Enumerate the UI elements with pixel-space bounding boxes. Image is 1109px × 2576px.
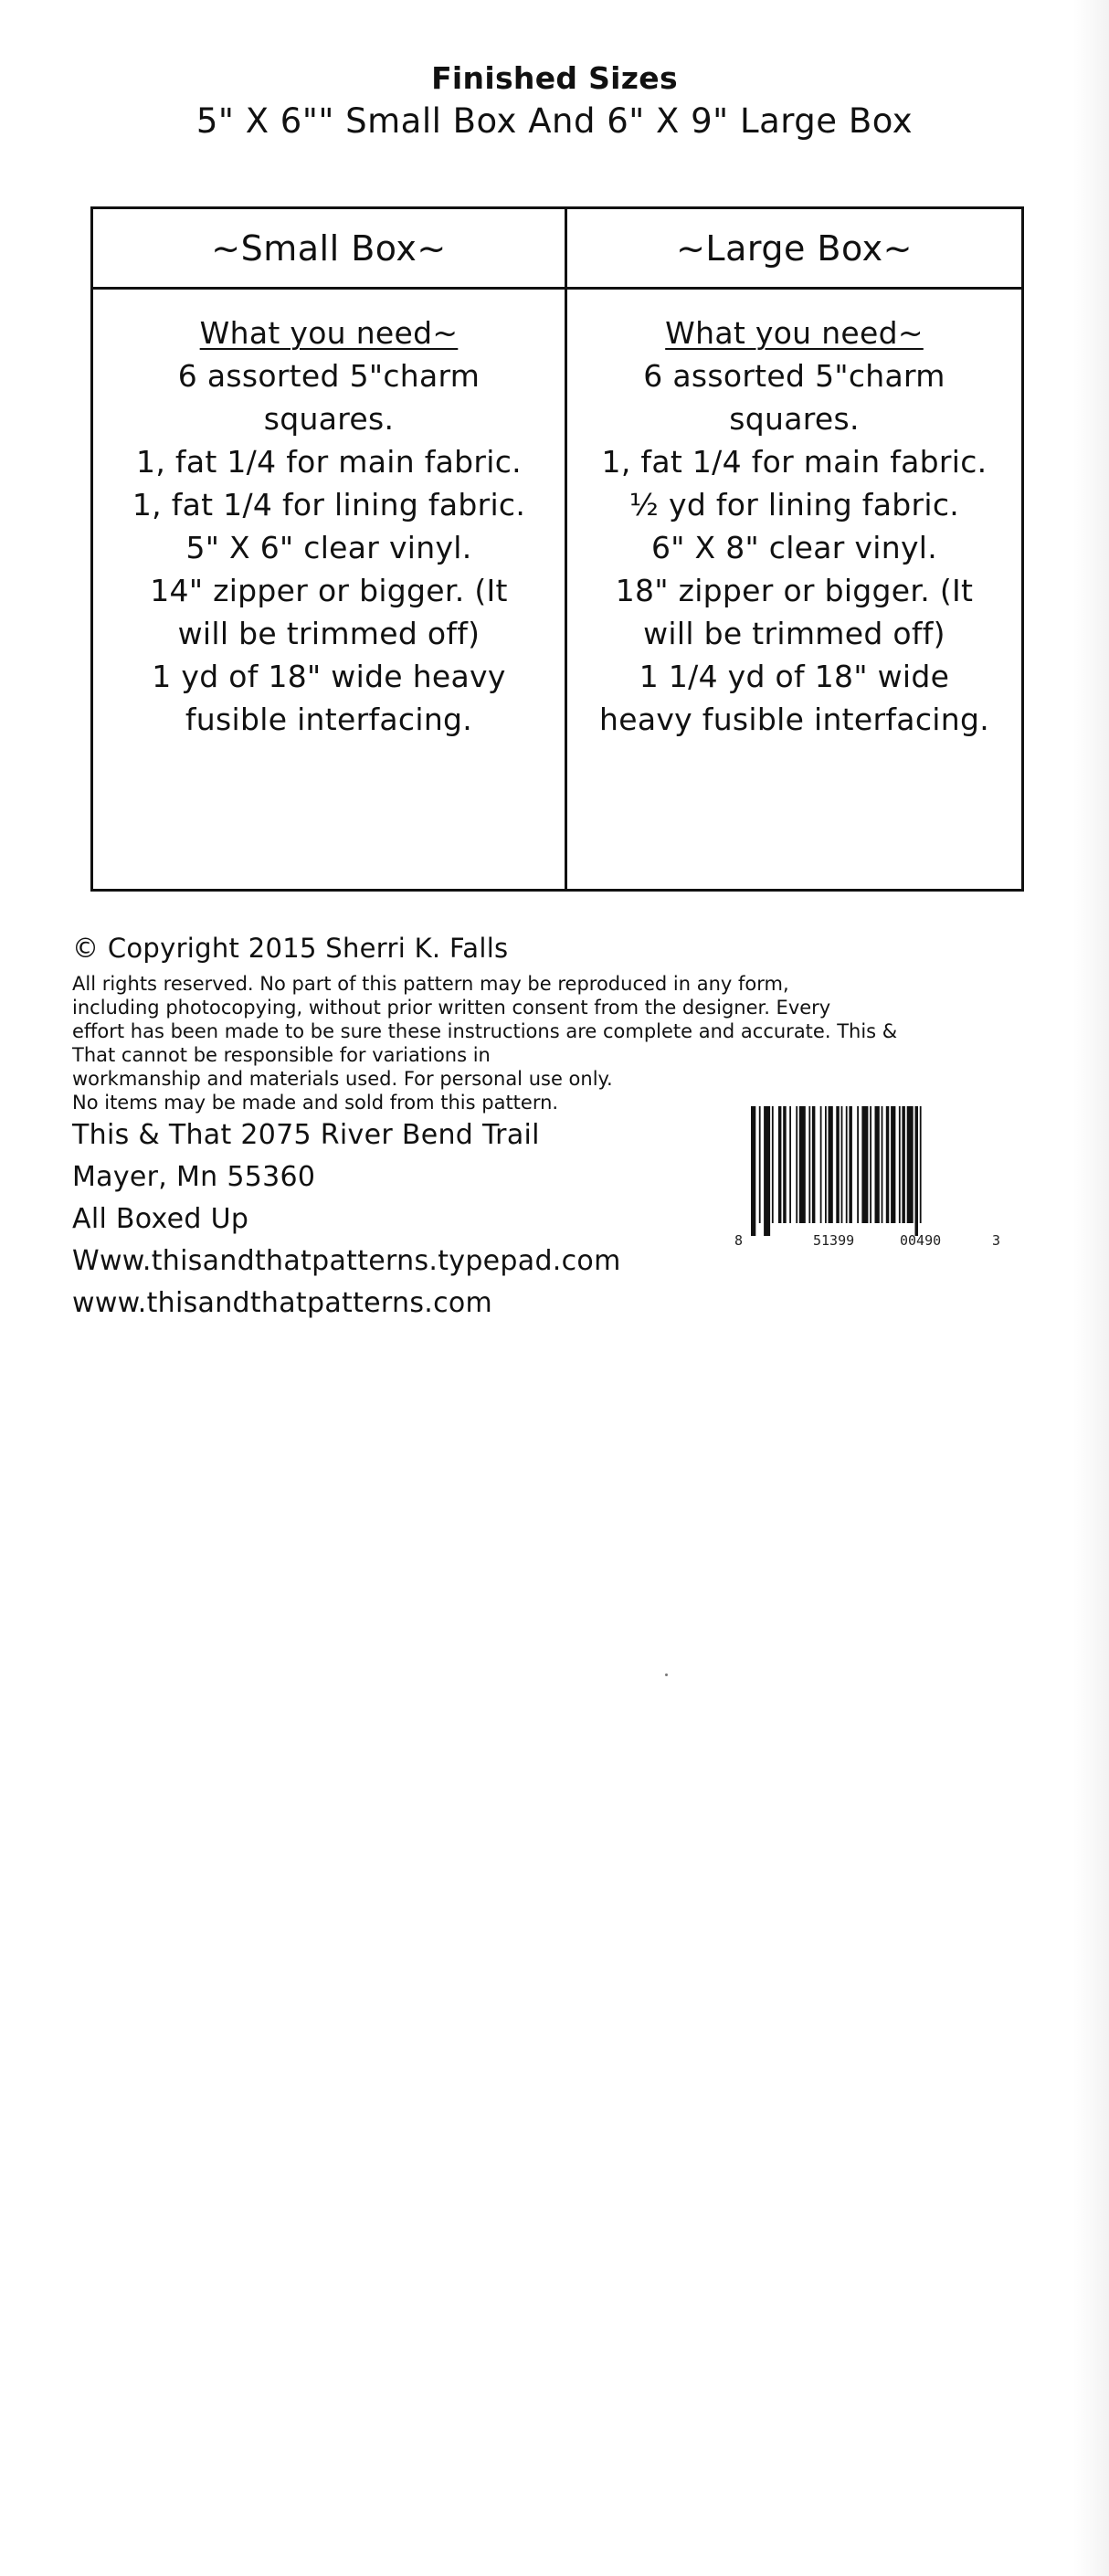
material-line: 6 assorted 5"charm [643,358,945,394]
small-box-materials [93,290,567,889]
barcode-digit-leading: 8 [734,1232,744,1249]
legal-line: effort has been made to be sure these instructions are complete and accurate. This & [72,1020,898,1042]
page-header [0,58,1109,144]
what-you-need-heading: What you need~ [665,315,924,351]
large-box-materials [567,290,1021,889]
barcode-bar [759,1106,761,1223]
small-box-heading: ~Small Box~ [93,209,567,287]
material-line: 1 1/4 yd of 18" wide [639,659,950,694]
material-line: 5" X 6" clear vinyl. [185,530,472,565]
material-line: 1, fat 1/4 for main fabric. [136,444,522,480]
barcode-bar [778,1106,782,1223]
material-line: heavy fusible interfacing. [599,702,989,737]
barcode-digit-check: 3 [992,1232,1001,1249]
barcode-bar [764,1106,770,1236]
website-link-typepad[interactable]: Www.thisandthatpatterns.typepad.com [72,1245,621,1277]
barcode [731,1099,1005,1263]
company-address-line: This & That 2075 River Bend Trail [72,1119,540,1151]
material-line: 1, fat 1/4 for main fabric. [601,444,988,480]
material-line: 14" zipper or bigger. (It [150,573,508,608]
material-line: will be trimmed off) [643,616,945,651]
barcode-bar [772,1106,774,1223]
material-line: 6" X 8" clear vinyl. [650,530,938,565]
barcode-digit-group-right: 00490 [900,1232,942,1249]
material-line: 6 assorted 5"charm [177,358,481,394]
barcode-bar [812,1106,816,1223]
barcode-bar [907,1106,914,1223]
barcode-bar [861,1106,868,1223]
barcode-bar [808,1106,810,1223]
barcode-bars [731,1099,1005,1236]
barcode-bar [751,1106,755,1236]
legal-line: including photocopying, without prior written consent from the designer. Every [72,997,831,1019]
large-box-heading: ~Large Box~ [676,227,913,269]
barcode-bar [915,1106,919,1236]
what-you-need-heading: What you need~ [199,315,459,351]
barcode-bar [902,1106,905,1223]
barcode-bar [920,1106,922,1223]
material-line: 18" zipper or bigger. (It [615,573,974,608]
barcode-bar [882,1106,883,1223]
table-header-row [93,209,1021,290]
barcode-bar [899,1106,901,1223]
legal-line: No items may be made and sold from this pattern. [72,1092,559,1114]
city-line: Mayer, Mn 55360 [72,1161,316,1193]
legal-notice-continued [72,1067,702,1114]
barcode-bar [846,1106,848,1223]
barcode-bar [857,1106,859,1223]
material-line: 1 yd of 18" wide heavy [152,659,506,694]
legal-line: workmanship and materials used. For personal use only. [72,1068,613,1090]
material-line: fusible interfacing. [185,702,473,737]
barcode-bar [796,1106,797,1223]
material-line: squares. [263,401,395,437]
barcode-bar [841,1106,843,1223]
barcode-bar [836,1106,840,1223]
barcode-bar [886,1106,890,1223]
barcode-bar [789,1106,791,1223]
page-title: Finished Sizes [431,60,678,96]
legal-line: All rights reserved. No part of this pattern may be reproduced in any form, [72,973,789,995]
legal-notice [72,972,1027,1067]
pattern-name: All Boxed Up [72,1203,249,1235]
copyright-line: © Copyright 2015 Sherri K. Falls [72,933,509,964]
material-line: 1, fat 1/4 for lining fabric. [132,487,526,523]
material-line: squares. [729,401,860,437]
page-subtitle: 5" X 6"" Small Box And 6" X 9" Large Box [195,101,914,141]
table-body-row [93,290,1021,889]
materials-table [90,206,1024,892]
barcode-digit-group-left: 51399 [813,1232,855,1249]
barcode-bar [849,1106,852,1223]
page-edge-shadow [1072,0,1109,2576]
barcode-bar [799,1106,806,1223]
legal-line: That cannot be responsible for variations in [72,1044,491,1066]
barcode-bar [829,1106,833,1223]
material-line: will be trimmed off) [177,616,481,651]
barcode-bar [875,1106,880,1223]
barcode-bar [820,1106,822,1223]
barcode-digits [731,1232,1005,1254]
barcode-bar [870,1106,871,1223]
barcode-bar [891,1106,895,1223]
website-link[interactable]: www.thisandthatpatterns.com [72,1287,493,1319]
barcode-bar [783,1106,787,1223]
paper-speck [665,1673,668,1676]
barcode-bar [825,1106,827,1223]
material-line: ½ yd for lining fabric. [628,487,960,523]
